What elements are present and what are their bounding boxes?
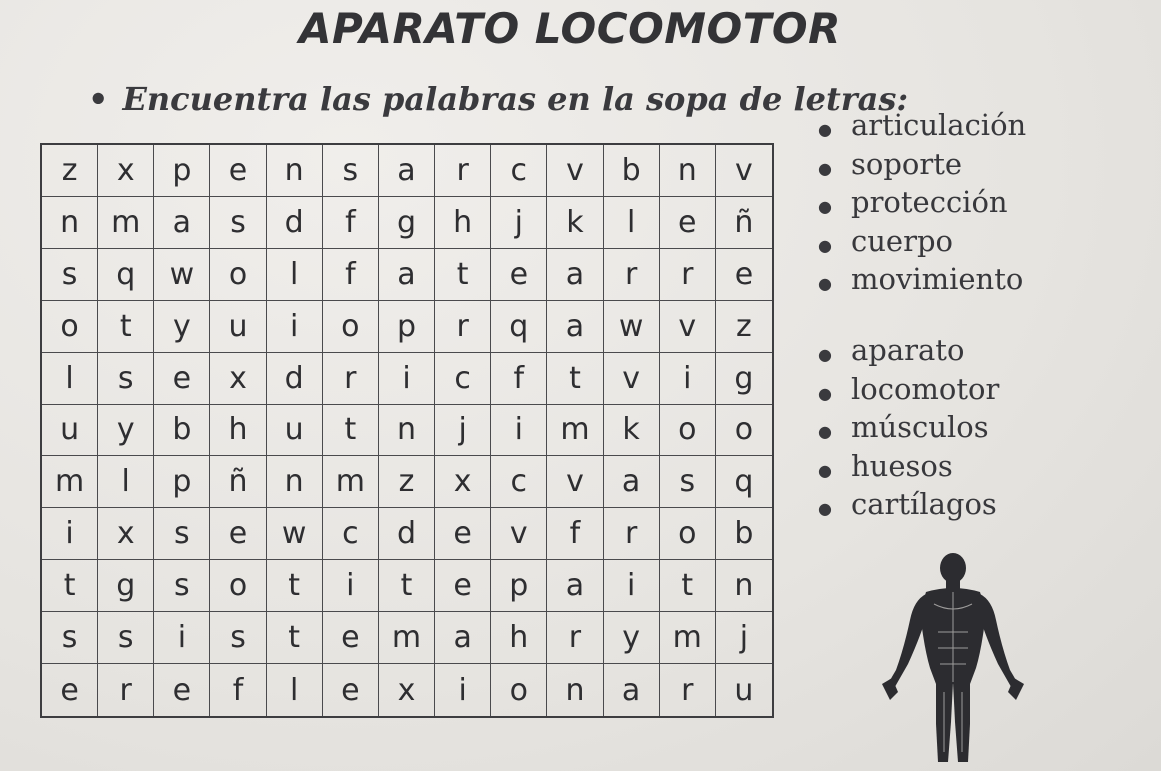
- grid-cell: s: [98, 612, 154, 664]
- grid-cell: o: [660, 508, 716, 560]
- grid-cell: f: [323, 249, 379, 301]
- grid-cell: v: [716, 145, 772, 197]
- grid-cell: i: [267, 301, 323, 353]
- grid-cell: m: [379, 612, 435, 664]
- grid-cell: a: [547, 560, 603, 612]
- grid-cell: q: [98, 249, 154, 301]
- grid-cell: e: [323, 664, 379, 716]
- grid-cell: g: [716, 353, 772, 405]
- grid-cell: e: [435, 508, 491, 560]
- grid-cell: r: [98, 664, 154, 716]
- grid-cell: o: [491, 664, 547, 716]
- instruction: [88, 80, 908, 118]
- grid-cell: r: [435, 145, 491, 197]
- grid-cell: t: [267, 560, 323, 612]
- grid-cell: e: [210, 145, 266, 197]
- grid-cell: d: [267, 353, 323, 405]
- grid-cell: m: [547, 405, 603, 457]
- word-list-item: ● locomotor: [818, 370, 999, 409]
- grid-cell: e: [323, 612, 379, 664]
- word-list-item: ● cuerpo: [818, 222, 1026, 261]
- grid-cell: o: [42, 301, 98, 353]
- grid-cell: t: [42, 560, 98, 612]
- grid-cell: m: [98, 197, 154, 249]
- grid-cell: m: [660, 612, 716, 664]
- word-list-item: ● aparato: [818, 331, 999, 370]
- grid-cell: f: [547, 508, 603, 560]
- grid-cell: x: [210, 353, 266, 405]
- grid-cell: n: [267, 145, 323, 197]
- grid-cell: r: [604, 508, 660, 560]
- grid-cell: s: [42, 612, 98, 664]
- word-list-item: ● soporte: [818, 145, 1026, 184]
- word-list-item: ● músculos: [818, 408, 999, 447]
- grid-cell: e: [42, 664, 98, 716]
- grid-cell: r: [660, 664, 716, 716]
- grid-cell: n: [716, 560, 772, 612]
- grid-cell: p: [491, 560, 547, 612]
- grid-cell: o: [716, 405, 772, 457]
- grid-cell: i: [379, 353, 435, 405]
- grid-cell: x: [98, 145, 154, 197]
- grid-cell: i: [42, 508, 98, 560]
- grid-cell: y: [604, 612, 660, 664]
- grid-cell: z: [716, 301, 772, 353]
- word-list-item: ● protección: [818, 183, 1026, 222]
- grid-cell: l: [98, 456, 154, 508]
- grid-cell: d: [379, 508, 435, 560]
- grid-cell: h: [491, 612, 547, 664]
- grid-cell: f: [323, 197, 379, 249]
- grid-cell: m: [42, 456, 98, 508]
- grid-cell: t: [379, 560, 435, 612]
- grid-cell: n: [660, 145, 716, 197]
- word-list-1: [818, 106, 1026, 299]
- grid-cell: d: [267, 197, 323, 249]
- grid-cell: v: [547, 145, 603, 197]
- grid-cell: e: [154, 664, 210, 716]
- grid-cell: t: [323, 405, 379, 457]
- grid-cell: h: [210, 405, 266, 457]
- grid-cell: v: [491, 508, 547, 560]
- grid-cell: n: [547, 664, 603, 716]
- grid-cell: o: [323, 301, 379, 353]
- grid-cell: c: [323, 508, 379, 560]
- grid-cell: q: [491, 301, 547, 353]
- grid-cell: a: [379, 249, 435, 301]
- word-list-item: ● huesos: [818, 447, 999, 486]
- grid-cell: t: [660, 560, 716, 612]
- grid-cell: e: [660, 197, 716, 249]
- grid-cell: ñ: [210, 456, 266, 508]
- grid-cell: f: [210, 664, 266, 716]
- grid-cell: i: [491, 405, 547, 457]
- grid-cell: e: [210, 508, 266, 560]
- grid-cell: y: [154, 301, 210, 353]
- grid-cell: r: [323, 353, 379, 405]
- grid-cell: a: [547, 249, 603, 301]
- grid-cell: x: [379, 664, 435, 716]
- grid-cell: e: [154, 353, 210, 405]
- grid-cell: c: [435, 353, 491, 405]
- grid-cell: x: [435, 456, 491, 508]
- grid-cell: s: [323, 145, 379, 197]
- grid-cell: i: [323, 560, 379, 612]
- grid-cell: j: [491, 197, 547, 249]
- grid-cell: r: [660, 249, 716, 301]
- bullet-icon: •: [88, 80, 109, 118]
- grid-cell: a: [547, 301, 603, 353]
- grid-cell: t: [98, 301, 154, 353]
- grid-cell: r: [604, 249, 660, 301]
- grid-cell: z: [42, 145, 98, 197]
- word-list-2: [818, 331, 999, 524]
- grid-cell: e: [491, 249, 547, 301]
- grid-cell: s: [154, 560, 210, 612]
- grid-cell: u: [210, 301, 266, 353]
- grid-cell: s: [154, 508, 210, 560]
- grid-cell: a: [435, 612, 491, 664]
- grid-cell: a: [604, 664, 660, 716]
- grid-cell: k: [547, 197, 603, 249]
- page-title: APARATO LOCOMOTOR: [299, 4, 841, 53]
- grid-cell: l: [267, 664, 323, 716]
- grid-cell: i: [435, 664, 491, 716]
- grid-cell: p: [154, 456, 210, 508]
- grid-cell: t: [547, 353, 603, 405]
- grid-cell: w: [267, 508, 323, 560]
- grid-cell: a: [604, 456, 660, 508]
- grid-cell: g: [98, 560, 154, 612]
- grid-cell: o: [210, 560, 266, 612]
- grid-cell: y: [98, 405, 154, 457]
- grid-cell: g: [379, 197, 435, 249]
- grid-cell: z: [379, 456, 435, 508]
- grid-cell: n: [267, 456, 323, 508]
- grid-cell: i: [604, 560, 660, 612]
- grid-cell: w: [604, 301, 660, 353]
- grid-cell: s: [98, 353, 154, 405]
- grid-cell: i: [660, 353, 716, 405]
- grid-cell: n: [379, 405, 435, 457]
- grid-cell: j: [435, 405, 491, 457]
- cut-off-text: [0, 752, 1161, 771]
- grid-cell: a: [154, 197, 210, 249]
- grid-cell: a: [379, 145, 435, 197]
- grid-cell: v: [660, 301, 716, 353]
- grid-cell: s: [660, 456, 716, 508]
- grid-cell: o: [210, 249, 266, 301]
- grid-cell: b: [716, 508, 772, 560]
- grid-cell: l: [267, 249, 323, 301]
- grid-cell: r: [547, 612, 603, 664]
- word-list-item: ● cartílagos: [818, 485, 999, 524]
- grid-cell: ñ: [716, 197, 772, 249]
- grid-cell: q: [716, 456, 772, 508]
- grid-cell: p: [379, 301, 435, 353]
- grid-cell: t: [435, 249, 491, 301]
- grid-cell: t: [267, 612, 323, 664]
- grid-cell: e: [716, 249, 772, 301]
- grid-cell: n: [42, 197, 98, 249]
- grid-cell: m: [323, 456, 379, 508]
- grid-cell: v: [604, 353, 660, 405]
- word-list-item: ● articulación: [818, 106, 1026, 145]
- grid-cell: u: [734, 672, 754, 708]
- instruction-text: Encuentra las palabras en la sopa de letras:: [122, 80, 909, 118]
- word-search-grid: [40, 143, 774, 718]
- grid-cell: x: [98, 508, 154, 560]
- grid-cell: e: [435, 560, 491, 612]
- grid-cell: o: [660, 405, 716, 457]
- grid-cell: p: [154, 145, 210, 197]
- grid-cell: k: [604, 405, 660, 457]
- grid-cell: s: [42, 249, 98, 301]
- grid-cell: c: [491, 145, 547, 197]
- grid-cell: r: [435, 301, 491, 353]
- grid-cell: b: [154, 405, 210, 457]
- word-list-item: ● movimiento: [818, 260, 1026, 299]
- grid-cell: i: [154, 612, 210, 664]
- grid-cell: v: [547, 456, 603, 508]
- grid-cell: s: [210, 612, 266, 664]
- grid-cell: l: [604, 197, 660, 249]
- grid-cell: u: [42, 405, 98, 457]
- human-muscle-figure-icon: [878, 552, 1028, 762]
- grid-cell: u: [267, 405, 323, 457]
- grid-cell: j: [716, 612, 772, 664]
- grid-cell: b: [604, 145, 660, 197]
- grid-cell: s: [210, 197, 266, 249]
- grid-cell: c: [491, 456, 547, 508]
- grid-cell: l: [42, 353, 98, 405]
- grid-cell: h: [435, 197, 491, 249]
- grid-cell: w: [154, 249, 210, 301]
- grid-cell: f: [491, 353, 547, 405]
